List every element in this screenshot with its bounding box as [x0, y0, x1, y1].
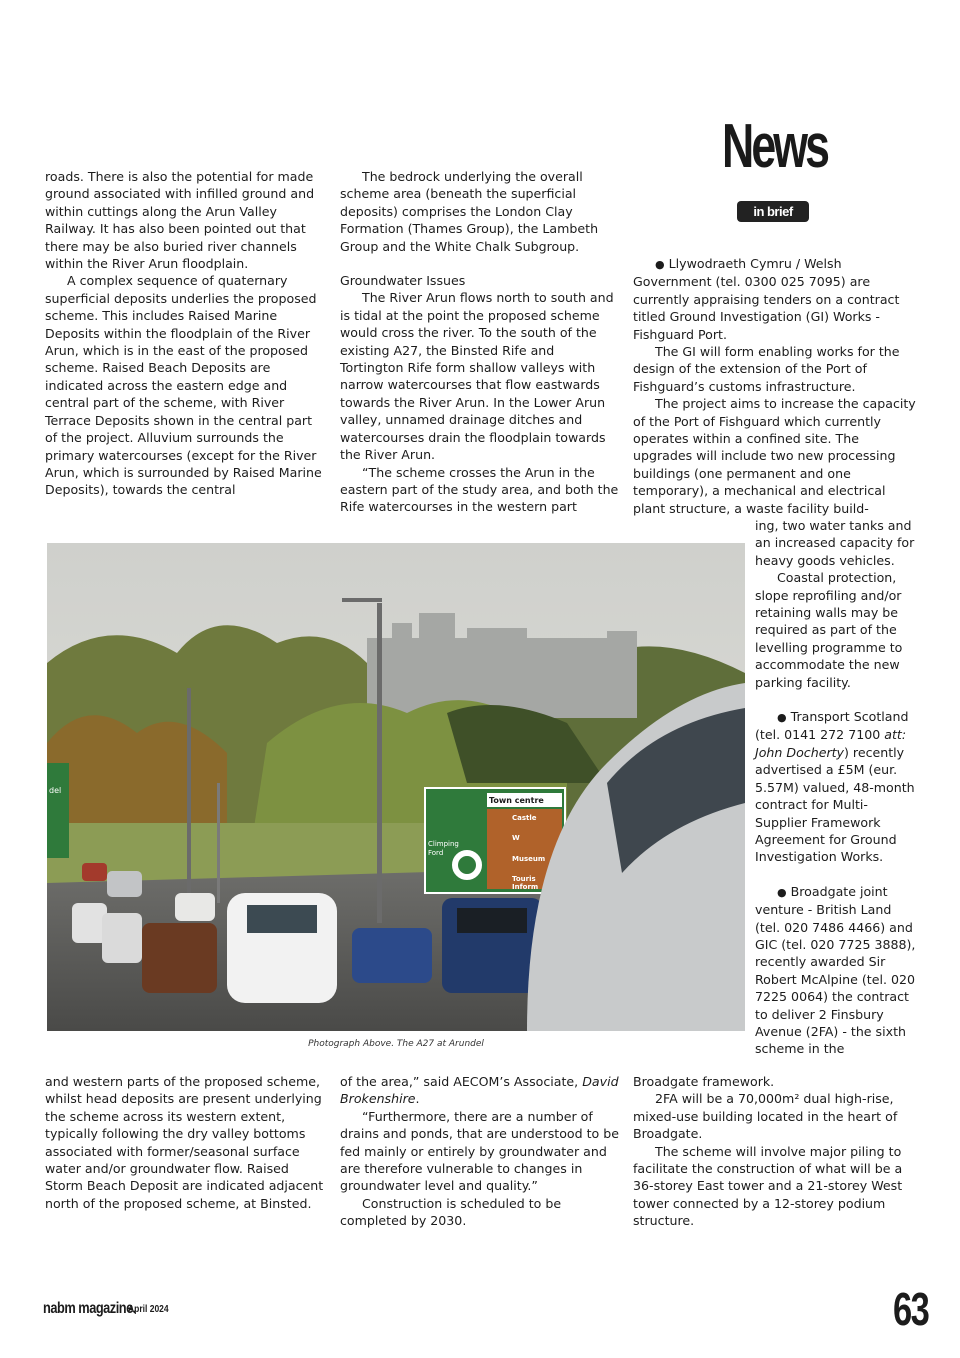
car-brown	[142, 923, 217, 993]
side-sign-text: del	[49, 786, 62, 795]
paragraph: Construction is scheduled to be completed by 2030.	[340, 1195, 562, 1229]
car-white-left2	[102, 913, 142, 963]
news-item-broadgate: ● Broadgate joint venture - British Land (tel. 020 7486 4466) and GIC (tel. 020 7725 3888), recently awarded Sir Robert McAlpine (tel. 020 7225 0064) the contract to deliver 2 Finsbury Avenue (2FA) - the sixth scheme in the	[755, 883, 916, 1057]
car-bmw-blue	[442, 898, 542, 993]
paragraph: The River Arun flows north to south and is tidal at the point the proposed scheme would cross the river. To the south of the existing A27, the Binsted Rife and Tortington Rife form shallow valleys with narrow watercourses that flow eastwards towards the River Arun. In the Lower Arun valley, unnamed drainage ditches and watercourses drain the floodplain towards the River Arun.	[340, 290, 614, 463]
magazine-name: nabm magazine.	[43, 1300, 136, 1317]
paragraph: The GI will form enabling works for the design of the extension of the Port of Fishguard’s customs infrastructure.	[633, 344, 900, 394]
column-3-bottom	[633, 1073, 920, 1230]
sign-item-1: Castle	[512, 814, 537, 822]
paragraph: Broadgate framework.	[633, 1074, 775, 1089]
paragraph: ing, two water tanks and an increased capacity for heavy goods vehicles.	[755, 518, 915, 568]
sign-item-3: Museum	[512, 855, 546, 863]
page-number: 63	[893, 1283, 929, 1335]
direction-sign	[425, 788, 565, 893]
bullet-icon: ●	[777, 885, 787, 899]
sign-item-4: Touris	[512, 875, 536, 883]
paragraph: 2FA will be a 70,000m² dual high-rise, mixed-use building located in the heart of Broadgate.	[633, 1091, 898, 1142]
section-title: News	[722, 112, 828, 181]
bullet-icon: ●	[777, 711, 787, 725]
paragraph: The scheme will involve major piling to facilitate the construction of what will be a 36-storey East tower and a 21-storey West tower connected by a 12-storey podium structure.	[633, 1143, 903, 1229]
paragraph: Coastal protection, slope reprofiling and/or retaining walls may be required as part of the levelling programme to accommodate the new parking facility.	[755, 570, 903, 690]
bullet-icon: ●	[655, 258, 665, 271]
paragraph: A complex sequence of quaternary superficial deposits underlies the proposed scheme. This includes Raised Marine Deposits within the floodplain of the River Arun, which is in the east of the proposed scheme. Raised Beach Deposits are indicated across the eastern edge and central part of the scheme, with River Terrace Deposits shown in the central part of the project. Alluvium surrounds the primary watercourses (except for the River Arun, which is surrounded by Raised Marine Deposits), towards the central	[45, 273, 322, 498]
paragraph: “The scheme crosses the Arun in the eastern part of the study area, and both the Rife watercourses in the western part	[340, 464, 619, 515]
car-red	[82, 863, 107, 881]
news-item-welsh-government: ● Llywodraeth Cymru / Welsh Government (tel. 0300 025 7095) are currently appraising tenders on a contract titled Ground Investigation (GI) Works - Fishguard Port.	[633, 256, 900, 342]
paragraph: roads. There is also the potential for made ground associated with infilled ground and within cuttings along the Arun Valley Railway. It has also been pointed out that there may be also buried river channels within the River Arun floodplain.	[45, 169, 315, 272]
sign-item-5: Inform	[512, 883, 539, 891]
paragraph: and western parts of the proposed scheme, whilst head deposits are present underlying the scheme across its western extent, typically following the dry valley bottoms associated with former/seasonal surface water and/or groundwater flow. Raised Storm Beach Deposit are indicated adjacent north of the proposed scheme, at Binsted.	[45, 1074, 324, 1211]
news-item-transport-scotland: ● Transport Scotland (tel. 0141 272 7100 att: John Docherty) recently advertised a £5M (eur. 5.57M) valued, 48-month contract for Multi-Supplier Framework Agreement for Ground Investigation Works.	[755, 709, 915, 865]
paragraph: “Furthermore, there are a number of drains and ponds, that are understood to be fed mainly or entirely by groundwater and are therefore vulnerable to changes in groundwater level and quality.”	[340, 1108, 619, 1194]
sign-left-1: Climping	[428, 840, 459, 848]
sign-item-2: W	[512, 834, 520, 842]
column-1-bottom	[45, 1073, 326, 1212]
car-silver	[107, 871, 142, 897]
car-fiat-white	[227, 893, 337, 1003]
subheading: Groundwater Issues	[340, 273, 466, 289]
column-2-top	[340, 168, 620, 516]
paragraph: The bedrock underlying the overall scheme area (beneath the superficial deposits) comprises the London Clay Formation (Thames Group), the Lambeth Group and the White Chalk Subgroup.	[340, 169, 599, 254]
sign-header: Town centre	[489, 796, 544, 805]
photo-caption: Photograph Above. The A27 at Arundel	[308, 1039, 484, 1049]
in-brief-badge: in brief	[737, 201, 809, 222]
paragraph: The project aims to increase the capacity of the Port of Fishguard which currently operates within a confined site. The upgrades will include two new processing buildings (one permanent and one temporary), a mechanical and electrical plant structure, a waste facility build-	[633, 396, 916, 516]
issue-date: April 2024	[128, 1304, 169, 1315]
column-3-narrow	[755, 517, 918, 1058]
car-white-left	[72, 903, 107, 943]
column-2-bottom	[340, 1073, 622, 1230]
sign-left-2: Ford	[428, 849, 444, 857]
column-3-top	[633, 255, 916, 517]
car-blue	[352, 928, 432, 983]
paragraph: of the area,” said AECOM’s Associate, David Brokenshire.	[340, 1074, 619, 1107]
photo-a27-arundel	[47, 543, 745, 1031]
column-1-top	[45, 168, 326, 499]
car-white-small	[175, 893, 215, 921]
